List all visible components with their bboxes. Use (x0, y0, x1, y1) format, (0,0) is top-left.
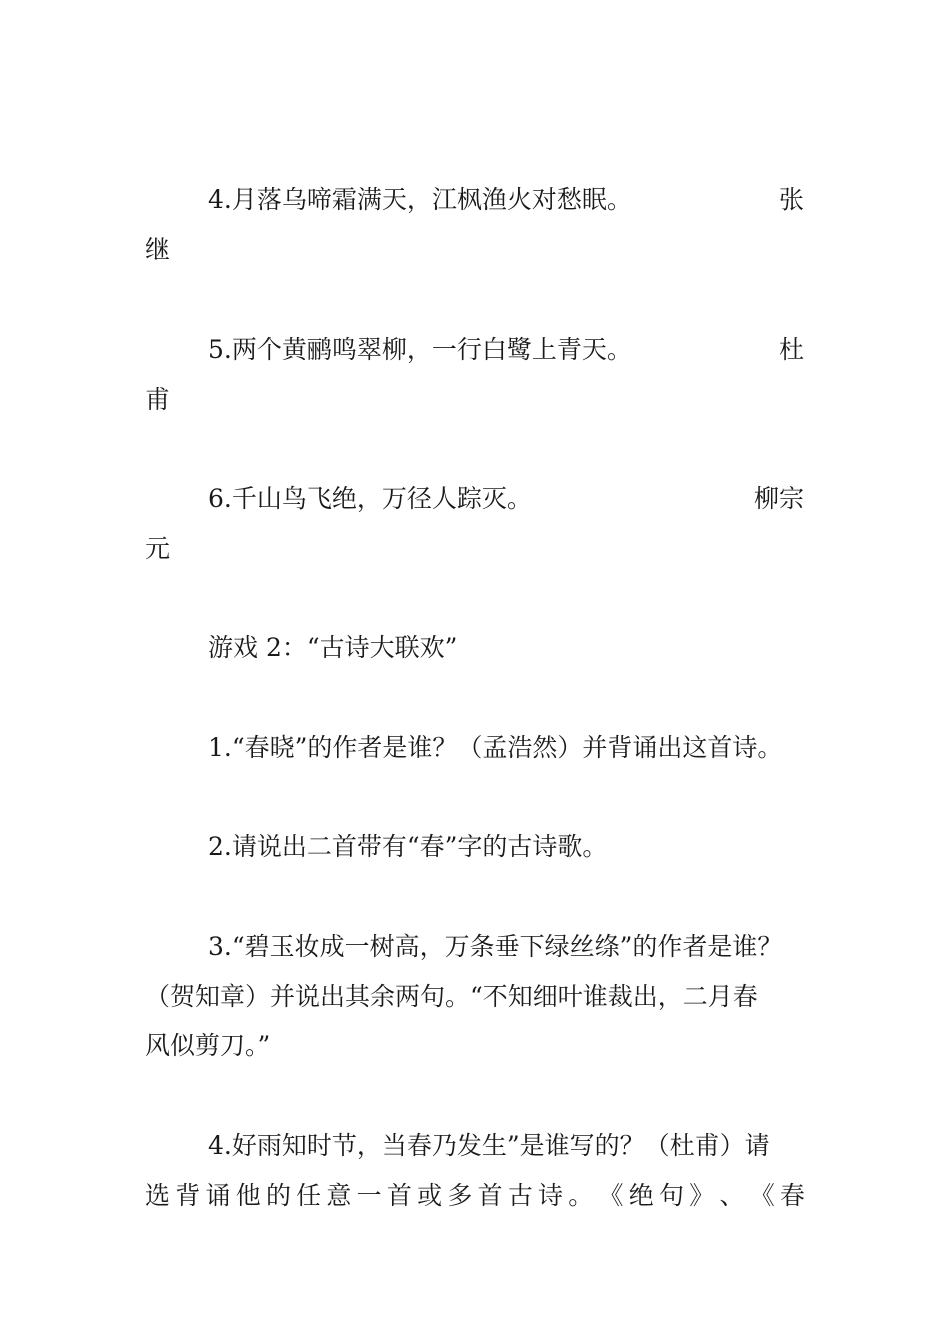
question-4-line-2-char: 意 (326, 1181, 352, 1210)
question-3-line-1: 3.“碧玉妆成一树高，万条垂下绿丝绦”的作者是谁？ (208, 932, 783, 961)
game2-heading: 游戏 2：“古诗大联欢” (208, 633, 458, 662)
question-4-line-2-char: 首 (386, 1181, 412, 1210)
question-4-line-2-char: 句 (658, 1181, 684, 1210)
question-4-line-2-char: 的 (265, 1181, 291, 1210)
question-4-line-2-char: 或 (417, 1181, 443, 1210)
question-4-line-2-char: 首 (477, 1181, 503, 1210)
question-4-line-2-char: 。 (568, 1181, 594, 1210)
question-4-line-2-char: 绝 (628, 1181, 654, 1210)
poem-line-4: 4.月落乌啼霜满天，江枫渔火对愁眠。 (208, 185, 632, 214)
question-4-line-2-char: 诗 (538, 1181, 564, 1210)
question-4-line-2-char: 《 (598, 1181, 624, 1210)
poem-author-4-part2: 继 (145, 235, 171, 264)
question-4-line-2-char: 背 (175, 1181, 201, 1210)
question-4-line-2-char: 多 (447, 1181, 473, 1210)
poem-line-5: 5.两个黄鹂鸣翠柳，一行白鹭上青天。 (208, 335, 632, 364)
question-4-line-2-char: 》 (689, 1181, 715, 1210)
question-4-line-2-char: 古 (507, 1181, 533, 1210)
question-4-line-2-char: 他 (235, 1181, 261, 1210)
question-2: 2.请说出二首带有“春”字的古诗歌。 (208, 832, 608, 861)
question-1: 1.“春晓”的作者是谁？（孟浩然）并背诵出这首诗。 (208, 733, 783, 762)
question-4-line-2-char: 诵 (205, 1181, 231, 1210)
question-4-line-2-char: 春 (779, 1181, 805, 1210)
poem-author-6-part2: 元 (145, 534, 171, 563)
poem-author-6-part1: 柳宗 (754, 484, 805, 513)
question-3-line-3: 风似剪刀。” (145, 1031, 271, 1060)
question-4-line-2-char: 一 (356, 1181, 382, 1210)
question-4-line-2 (145, 1181, 805, 1211)
question-4-line-2-char: 《 (749, 1181, 775, 1210)
question-3-line-2: （贺知章）并说出其余两句。“不知细叶谁裁出，二月春 (145, 982, 758, 1011)
poem-author-4-part1: 张 (779, 185, 805, 214)
question-4-line-1: 4.好雨知时节，当春乃发生”是谁写的？（杜甫）请 (208, 1131, 770, 1160)
poem-author-5-part1: 杜 (779, 335, 805, 364)
poem-line-6: 6.千山鸟飞绝，万径人踪灭。 (208, 484, 532, 513)
question-4-line-2-char: 任 (296, 1181, 322, 1210)
question-4-line-2-char: 选 (145, 1181, 171, 1210)
question-4-line-2-char: 、 (719, 1181, 745, 1210)
poem-author-5-part2: 甫 (145, 385, 171, 414)
